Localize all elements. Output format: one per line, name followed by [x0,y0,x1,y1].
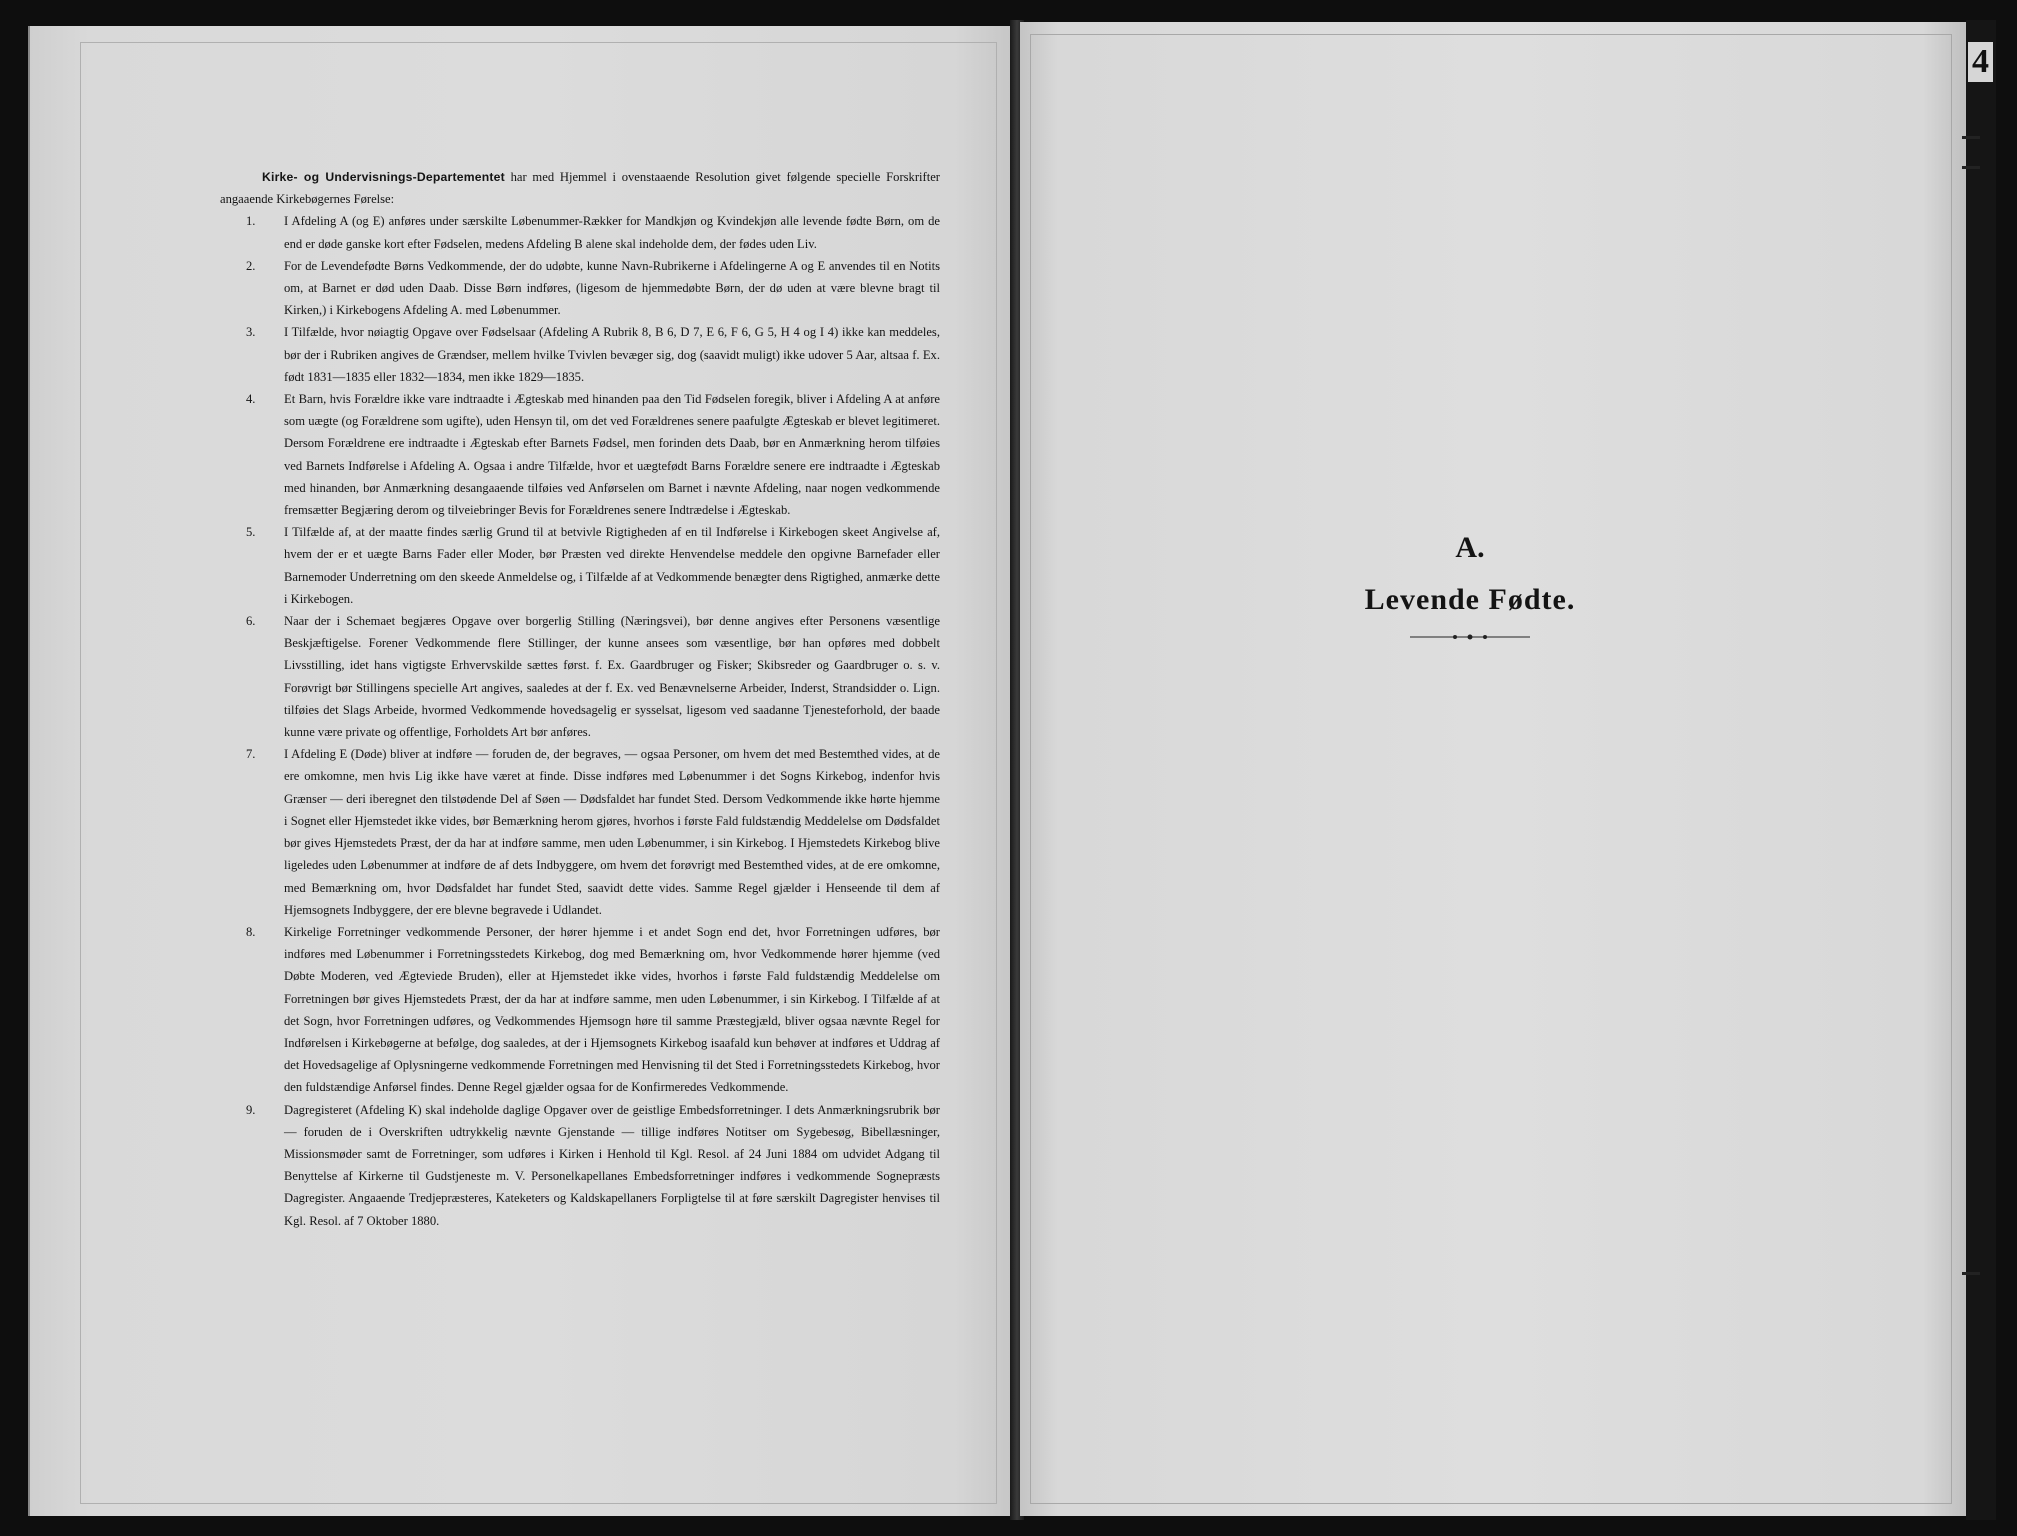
rule-number: 1. [246,214,256,229]
rule-number: 8. [246,924,256,939]
rule-item [220,210,940,254]
rule-number: 6. [246,614,256,629]
intro-text: har med Hjemmel i ovenstaaende Resolution givet følgende specielle Forskrifter angaaende Kirkebøgernes Førelse: [220,170,941,207]
rule-text: I Tilfælde, hvor nøiagtig Opgave over Fødselsaar (Afdeling A Rubrik 8, B 6, D 7, E 6, F 6, G 5, H 4 og I 4) ikke kan meddeles, bør der i Rubriken angives de Grændser, mellem hvilke Tvivlen bevæger sig, dog (saavidt muligt) ikke udover 5 Aar, altsaa f. Ex. født 1831—1835 eller 1832—1834, men ikke 1829—1835. [284,325,940,384]
ornament-divider [1410,632,1530,642]
rule-number: 9. [246,1102,256,1117]
right-edge-shadow [1966,20,1996,1520]
rule-item [220,521,940,610]
right-page-border [1030,34,1952,1504]
rule-number: 2. [246,258,256,273]
section-heading [1290,528,1650,642]
rule-number: 5. [246,525,256,540]
rule-number: 7. [246,747,256,762]
rule-item [220,1099,940,1232]
rule-text: I Afdeling A (og E) anføres under særskilte Løbenummer-Rækker for Mandkjøn og Kvindekjøn alle levende fødte Børn, om de end er døde ganske kort efter Fødselen, medens Afdeling B alene skal indeholde dem, der fødes uden Liv. [284,214,940,251]
section-letter: A. [1455,531,1485,564]
rule-item [220,255,940,322]
rule-text: Et Barn, hvis Forældre ikke vare indtraadte i Ægteskab med hinanden paa den Tid Fødselen foregik, bliver i Afdeling A at anføre som uægte (og Forældrene som ugifte), uden Hensyn til, om det ved Forældrenes senere paafulgte Ægteskab er blevet legitimeret. Dersom Forældrene ere indtraadte i Ægteskab efter Barnets Fødsel, men forinden dets Daab, bør en Anmærkning herom tilføies ved Barnets Indførelse i Afdeling A. Ogsaa i andre Tilfælde, hvor et uægtefødt Barns Forældre senere ere indtraadte i Ægteskab med hinanden, bør Anmærkning desangaaende tilføies ved Anførselen om Barnet i nævnte Afdeling, naar nogen vedkommende fremsætter Begjæring derom og tilveiebringer Bevis for Forældrenes senere Indtrædelse i Ægteskab. [284,392,940,518]
right-page [1020,22,1970,1516]
rule-text: Naar der i Schemaet begjæres Opgave over borgerlig Stilling (Næringsvei), bør denne angives efter Personens væsentlige Beskjæftigelse. Forener Vedkommende flere Stillinger, der kunne ansees som væsentlige, bør han opføres med dobbelt Livsstilling, idet hans vigtigste Erhvervskilde sættes først. f. Ex. Gaardbruger og Fisker; Skibsreder og Gaardbruger o. s. v. Forøvrigt bør Stillingens specielle Art angives, saaledes at der f. Ex. ved Benævnelserne Arbeider, Inderst, Strandsidder o. Lign. tilføies det Slags Arbeide, hvormed Vedkommende hovedsagelig er sysselsat, ligesom ved saadanne Tjenesteforhold, der baade kunne være private og offentlige, Forholdets Art bør anføres. [284,614,940,740]
rule-text: I Tilfælde af, at der maatte findes særlig Grund til at betvivle Rigtigheden af en til Indførelse i Kirkebogen skeet Angivelse af, hvem der er et uægte Barns Fader eller Moder, bør Præsten ved direkte Henvendelse meddele den opgivne Barnefader eller Barnemoder Underretning om den skeede Anmeldelse og, i Tilfælde af at Vedkommende benægter dens Rigtighed, anmærke dette i Kirkebogen. [284,525,940,606]
rule-text: Kirkelige Forretninger vedkommende Personer, der hører hjemme i et andet Sogn end det, hvor Forretningen udføres, bør indføres med Løbenummer i Forretningsstedets Kirkebog, dog med Bemærkning om, hvor Vedkommende hører hjemme (ved Døbte Moderen, ved Ægteviede Bruden), eller at Hjemstedet ikke vides, hvorhos i første Fald fuldstændig Meddelelse om Forretningen bør gives Hjemstedets Præst, der da har at indføre samme, men uden Løbenummer, i sin Kirkebog. I Tilfælde af at det Sogn, hvor Forretningen udføres, og Vedkommendes Hjemsogn høre til samme Præstegjæld, bliver ogsaa nævnte Regel for Indførelsen i Kirkebøgerne at befølge, dog saaledes, at der i Hjemsognets Kirkebog isaafald kun behøver at indføres et Uddrag af det Hovedsagelige af Oplysningerne vedkommende Forretningen med Henvisning til det Sted i Forretningsstedets Kirkebog, hvor den fuldstændige Anførsel findes. Denne Regel gjælder ogsaa for de Konfirmeredes Vedkommende. [284,924,940,1095]
edge-mark [1962,136,1980,139]
rule-item [220,921,940,1099]
rule-number: 4. [246,392,256,407]
rule-number: 3. [246,325,256,340]
rule-text: Dagregisteret (Afdeling K) skal indeholde daglige Opgaver over de geistlige Embedsforretninger. I dets Anmærkningsrubrik bør — foruden de i Overskriften udtrykkelig nævnte Gjenstande — tillige indføres Notitser om Sygebesøg, Bibellæsninger, Missionsmøder samt de Forretninger, som udføres i Kirken i Henhold til Kgl. Resol. af 24 Juni 1884 om udvidet Adgang til Benyttelse af Kirkerne til Gudstjeneste m. V. Personelkapellanes Embedsforretninger indføres i vedkommende Sognepræsts Dagregister. Angaaende Tredjepræsteres, Kateketers og Kaldskapellaners Forpligtelse til at føre særskilt Dagregister henvises til Kgl. Resol. af 7 Oktober 1880. [284,1102,940,1228]
rule-list [220,210,940,1231]
rule-item [220,388,940,521]
section-title: Levende Fødte. [1364,583,1576,616]
rule-text: I Afdeling E (Døde) bliver at indføre — foruden de, der begraves, — ogsaa Personer, om hvem det med Bestemthed vides, at de ere omkomne, men hvis Lig ikke have været at finde. Disse indføres med Løbenummer i det Sogns Kirkebog, indenfor hvis Grænser — deri iberegnet den tilstødende Del af Søen — Dødsfaldet har fundet Sted. Dersom Vedkommende ikke hørte hjemme i Sognet eller Hjemstedet ikke vides, bør Bemærkning herom gjøres, hvorhos i første Fald fuldstændig Meddelelse om Dødsfaldet bør gives Hjemstedets Præst, der da har at indføre samme, men uden Løbenummer, i sin Kirkebog. I Hjemstedets Kirkebog blive ligeledes uden Løbenummer at indføre de af dets Indbyggere, om hvem det forøvrigt med Bestemthed vides, at de ere omkomne, med Bemærkning om, hvor Dødsfaldet har fundet Sted, saavidt dette vides. Samme Regel gjælder i Henseende til dem af Hjemsognets Indbyggere, der ere blevne begravede i Udlandet. [284,747,940,917]
rule-text: For de Levendefødte Børns Vedkommende, der do udøbte, kunne Navn-Rubrikerne i Afdelingerne A og E anvendes til en Notits om, at Barnet er død uden Daab. Disse Børn indføres, (ligesom de hjemmedøbte Børn, der dø uden at være blevne bragt til Kirken,) i Kirkebogens Afdeling A. med Løbenummer. [284,258,940,318]
regulations-intro [220,166,940,210]
regulations-text [220,166,940,1232]
rule-item [220,321,940,388]
edge-mark [1962,1272,1980,1275]
department-name: Kirke- og Undervisnings-Departementet [262,170,505,184]
rule-item [220,743,940,921]
rule-item [220,610,940,743]
edge-mark [1962,166,1980,169]
page-corner-number: 4 [1968,42,1993,82]
